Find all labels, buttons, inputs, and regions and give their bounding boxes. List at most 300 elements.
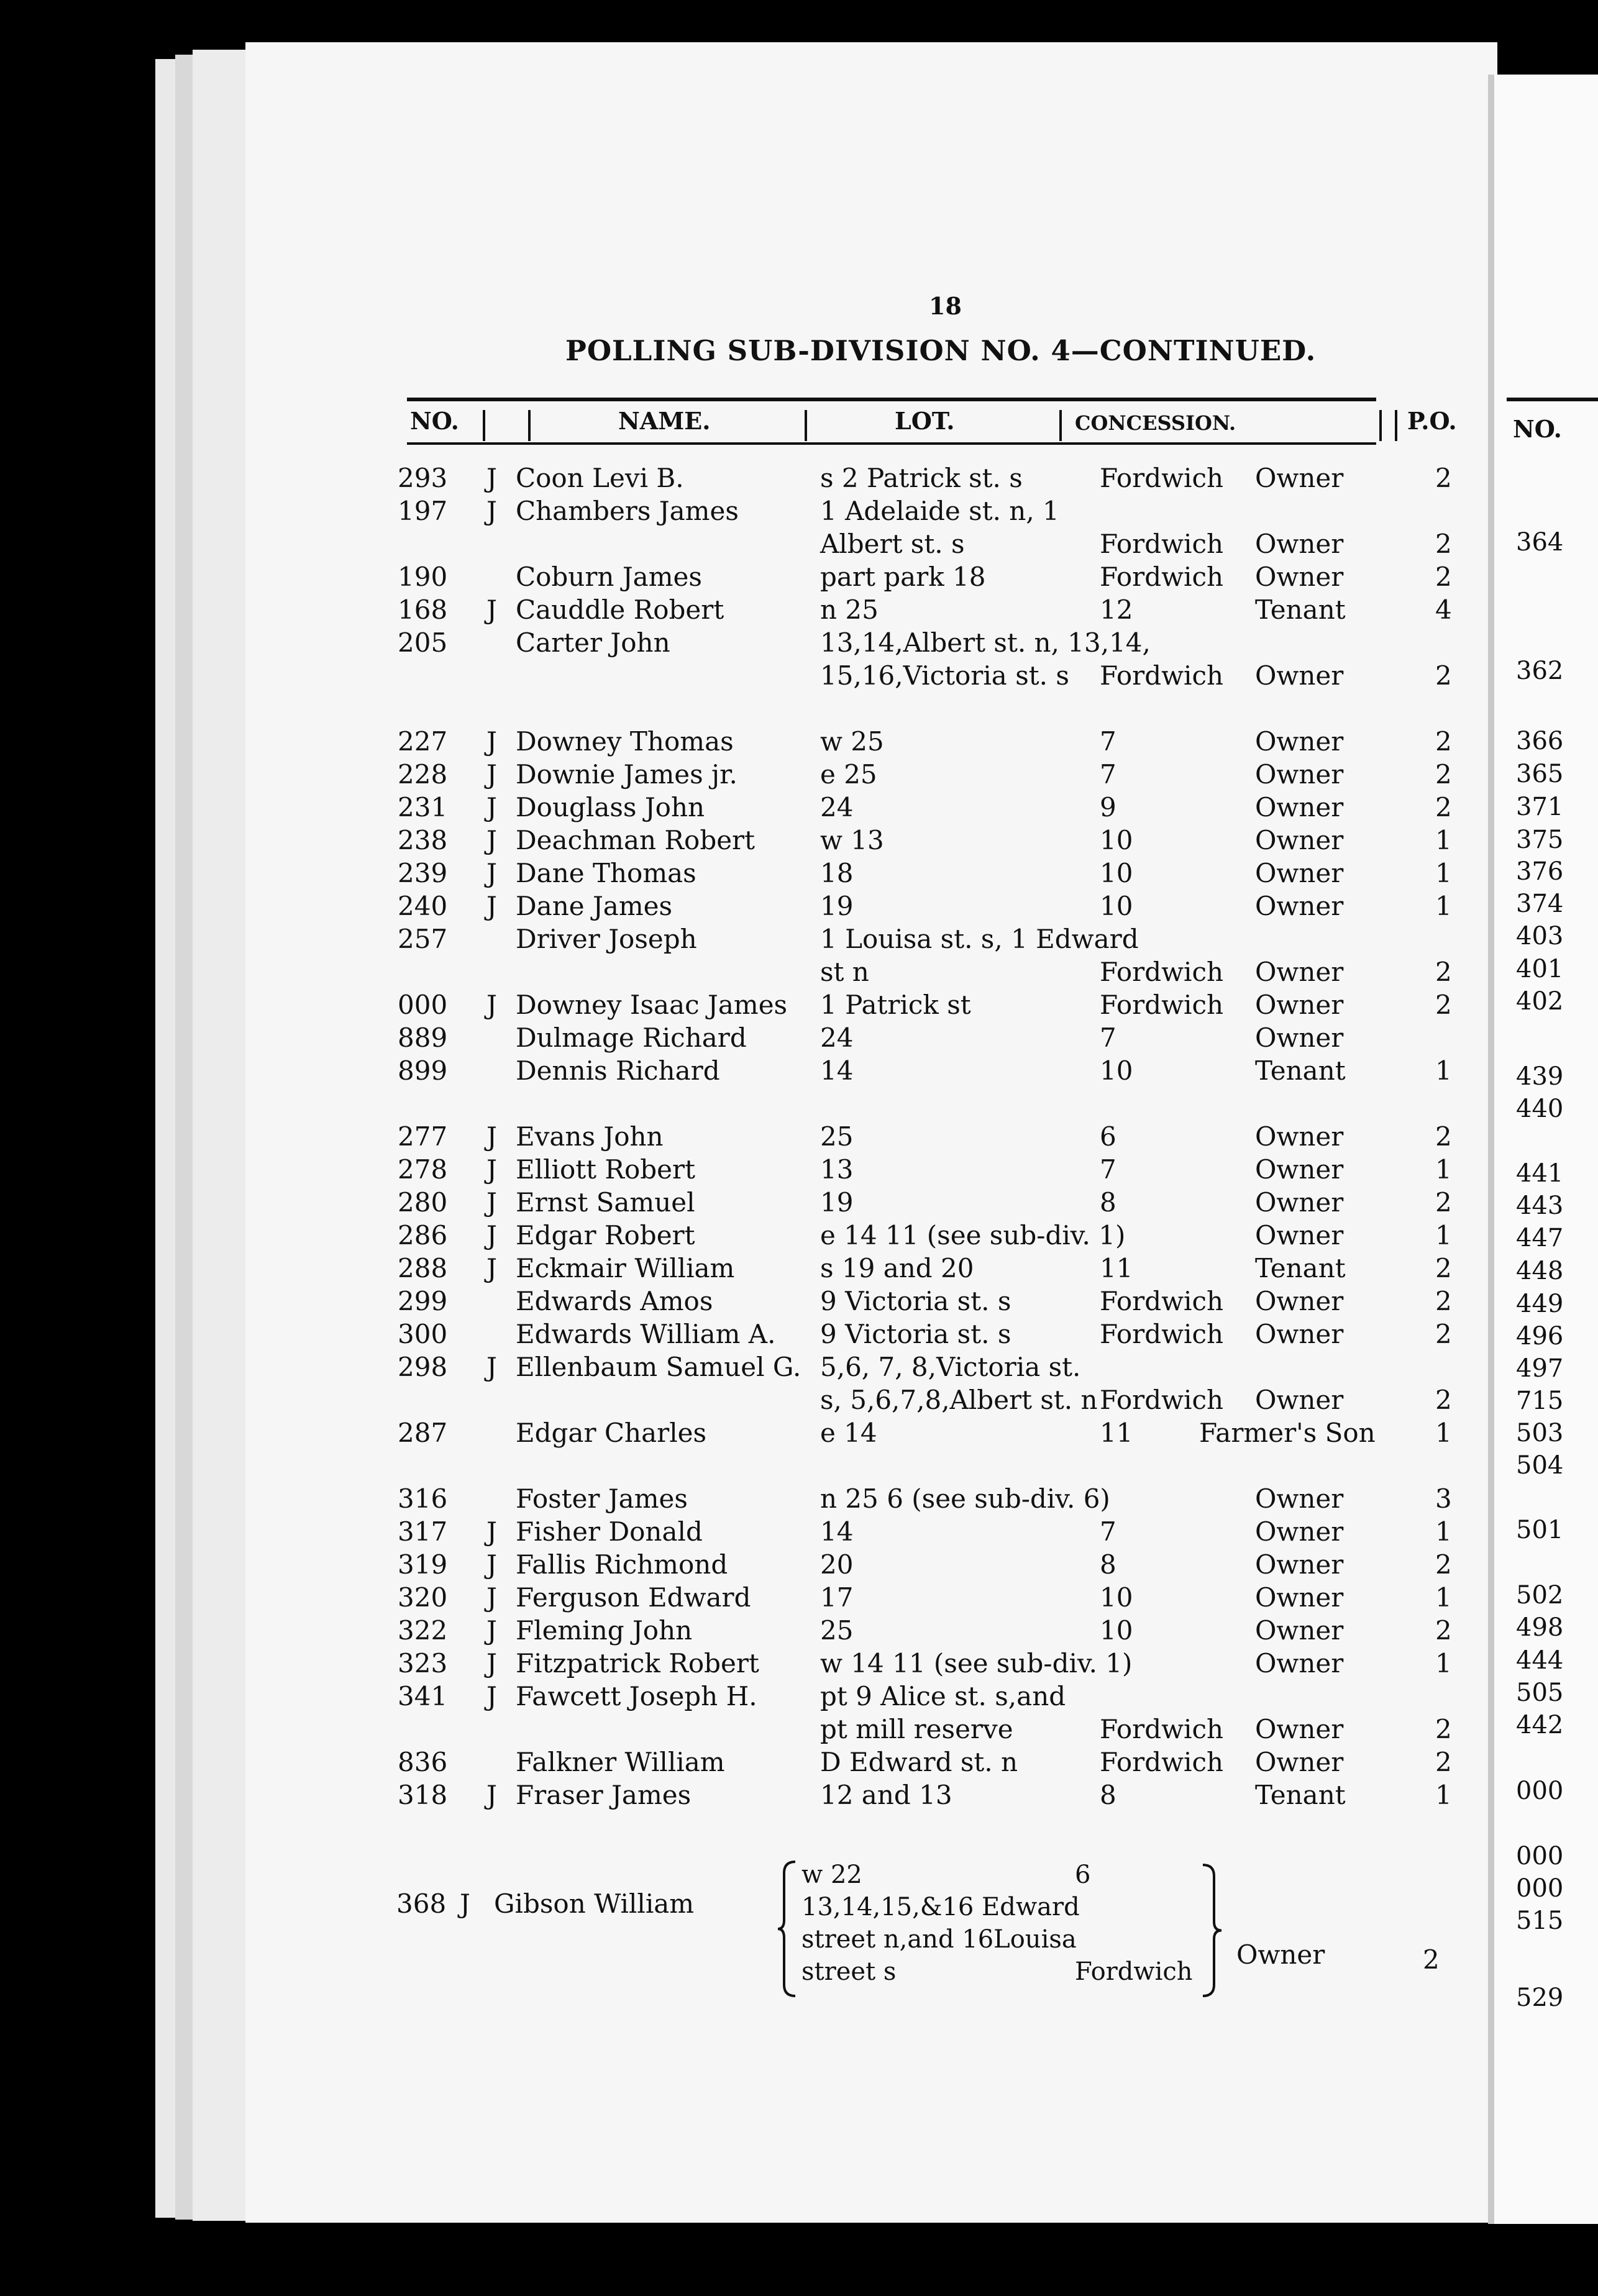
cell-lot: s 19 and 20 xyxy=(820,1253,974,1283)
cell-lot: 25 xyxy=(820,1615,854,1646)
cell-conc: Fordwich xyxy=(1100,660,1224,691)
col-divider xyxy=(1395,410,1397,441)
cell-no: 231 xyxy=(398,792,448,822)
cell-name: Deachman Robert xyxy=(516,825,756,855)
cell-no: 280 xyxy=(398,1187,448,1218)
cell-lot: 24 xyxy=(820,792,854,822)
cell-no: 318 xyxy=(398,1780,448,1810)
col-divider xyxy=(528,410,531,441)
voter-list xyxy=(0,463,1491,1813)
cell-conc: Fordwich xyxy=(1100,1385,1224,1415)
cell-no: 299 xyxy=(398,1286,448,1316)
cell-conc: Fordwich xyxy=(1100,1319,1224,1349)
cell-conc: Fordwich xyxy=(1100,957,1224,987)
right-number: 505 xyxy=(1516,1679,1564,1707)
col-header-po: P.O. xyxy=(1407,407,1457,435)
cell-rel: Owner xyxy=(1255,660,1344,691)
cell-name: Fraser James xyxy=(516,1780,692,1810)
cell-po: 1 xyxy=(1435,825,1452,855)
cell-lot: 12 and 13 xyxy=(820,1780,952,1810)
table-row xyxy=(0,1187,1491,1220)
right-number: 366 xyxy=(1516,727,1564,755)
col-header-no: NO. xyxy=(410,407,459,435)
cell-lot: 15,16,Victoria st. s xyxy=(820,660,1069,691)
cell-conc: 11 xyxy=(1100,1418,1133,1448)
table-row xyxy=(0,1714,1491,1747)
table-row xyxy=(0,1253,1491,1286)
cell-conc: Fordwich xyxy=(1100,990,1224,1020)
cell-j: J xyxy=(486,1615,497,1646)
cell-rel: Owner xyxy=(1255,1286,1344,1316)
cell-lot: 14 xyxy=(820,1055,854,1086)
cell-conc: Fordwich xyxy=(1100,1747,1224,1777)
cell-po: 2 xyxy=(1435,1385,1452,1415)
table-row xyxy=(0,792,1491,825)
cell-no: 316 xyxy=(398,1483,448,1514)
cell-rel: Owner xyxy=(1255,858,1344,888)
table-row xyxy=(0,1154,1491,1187)
cell-po: 1 xyxy=(1435,1055,1452,1086)
cell-no: 228 xyxy=(398,759,448,790)
cell-no: 899 xyxy=(398,1055,448,1086)
cell-j: J xyxy=(486,463,497,493)
table-row xyxy=(0,1483,1491,1516)
cell-lot: 13 xyxy=(820,1154,854,1185)
cell-j: J xyxy=(486,1121,497,1152)
cell-name: Downey Isaac James xyxy=(516,990,788,1020)
cell-j: J xyxy=(486,825,497,855)
right-number: 000 xyxy=(1516,1874,1564,1903)
cell-j: J xyxy=(486,1582,497,1613)
cell-lot: e 14 11 (see sub-div. 1) xyxy=(820,1220,1126,1250)
cell-rel: Owner xyxy=(1255,1747,1344,1777)
cell-rel: Owner xyxy=(1255,990,1344,1020)
cell-po: 3 xyxy=(1435,1483,1452,1514)
cell-name: Edwards Amos xyxy=(516,1286,713,1316)
right-col-header: NO. xyxy=(1513,415,1562,443)
cell-po: 2 xyxy=(1435,1714,1452,1744)
cell-conc: Fordwich xyxy=(1100,529,1224,559)
cell-no: 240 xyxy=(398,891,448,921)
right-number: 376 xyxy=(1516,857,1564,886)
cell-rel: Owner xyxy=(1255,1319,1344,1349)
cell-lot: 18 xyxy=(820,858,854,888)
cell-name: Dulmage Richard xyxy=(516,1023,747,1053)
right-number: 443 xyxy=(1516,1191,1564,1220)
cell-no: 341 xyxy=(398,1681,448,1711)
right-number: 401 xyxy=(1516,955,1564,983)
cell-name: Fisher Donald xyxy=(516,1516,703,1547)
table-row xyxy=(0,1088,1491,1121)
cell-name: Eckmair William xyxy=(516,1253,735,1283)
cell-rel: Owner xyxy=(1255,562,1344,592)
cell-no: 190 xyxy=(398,562,448,592)
cell-po: 4 xyxy=(1435,594,1452,625)
table-row xyxy=(0,1451,1491,1483)
cell-no: 300 xyxy=(398,1319,448,1349)
col-divider xyxy=(483,410,485,441)
cell-rel: Tenant xyxy=(1255,1253,1346,1283)
cell-no: 239 xyxy=(398,858,448,888)
cell-conc: 7 xyxy=(1100,1023,1116,1053)
cell-rel: Owner xyxy=(1255,1549,1344,1580)
right-number: 497 xyxy=(1516,1354,1564,1383)
cell-lot: w 25 xyxy=(820,726,884,757)
cell-no: 298 xyxy=(398,1352,448,1382)
cell-rel: Owner xyxy=(1255,1220,1344,1250)
cell-name: Edgar Charles xyxy=(516,1418,707,1448)
cell-name: Coon Levi B. xyxy=(516,463,684,493)
cell-j: J xyxy=(486,1253,497,1283)
table-row xyxy=(0,1319,1491,1352)
cell-no: 293 xyxy=(398,463,448,493)
cell-po: 2 xyxy=(1435,660,1452,691)
cell-lot: e 14 xyxy=(820,1418,877,1448)
cell-lot: w 14 11 (see sub-div. 1) xyxy=(820,1648,1133,1679)
table-row xyxy=(0,693,1491,726)
cell-po: 2 xyxy=(1435,1615,1452,1646)
cell-lot: D Edward st. n xyxy=(820,1747,1018,1777)
table-row xyxy=(0,957,1491,990)
right-number: 442 xyxy=(1516,1711,1564,1739)
cell-po: 1 xyxy=(1435,1418,1452,1448)
cell-rel: Tenant xyxy=(1255,1780,1346,1810)
cell-j: J xyxy=(486,726,497,757)
cell-lot: 19 xyxy=(820,891,854,921)
cell-lot: 1 Louisa st. s, 1 Edward xyxy=(820,924,1139,954)
cell-name: Cauddle Robert xyxy=(516,594,724,625)
cell-lot: 5,6, 7, 8,Victoria st. xyxy=(820,1352,1081,1382)
cell-no: 889 xyxy=(398,1023,448,1053)
cell-lot: st n xyxy=(820,957,869,987)
cell-name: Douglass John xyxy=(516,792,705,822)
cell-rel: Owner xyxy=(1255,1615,1344,1646)
cell-name: Fleming John xyxy=(516,1615,693,1646)
cell-po: 1 xyxy=(1435,1154,1452,1185)
right-number: 440 xyxy=(1516,1095,1564,1123)
table-row xyxy=(0,1418,1491,1451)
cell-po: 2 xyxy=(1435,759,1452,790)
cell-conc: 10 xyxy=(1100,891,1133,921)
cell-po: 1 xyxy=(1435,1516,1452,1547)
cell-no: 000 xyxy=(398,990,448,1020)
cell-name: Foster James xyxy=(516,1483,688,1514)
table-row xyxy=(0,1220,1491,1253)
cell-conc: 8 xyxy=(1100,1187,1116,1218)
cell-conc: 10 xyxy=(1100,1615,1133,1646)
cell-j: J xyxy=(486,1549,497,1580)
cell-conc: 6 xyxy=(1075,1861,1091,1889)
cell-no: 322 xyxy=(398,1615,448,1646)
cell-name: Dennis Richard xyxy=(516,1055,720,1086)
table-row xyxy=(0,1648,1491,1681)
right-number: 371 xyxy=(1516,793,1564,821)
cell-po: 2 xyxy=(1435,1286,1452,1316)
cell-lot: 17 xyxy=(820,1582,854,1613)
cell-no: 238 xyxy=(398,825,448,855)
table-row xyxy=(0,627,1491,660)
table-row xyxy=(0,1747,1491,1780)
cell-conc: 6 xyxy=(1100,1121,1116,1152)
cell-lot: 25 xyxy=(820,1121,854,1152)
right-number: 502 xyxy=(1516,1581,1564,1610)
cell-lot: w 22 xyxy=(801,1861,862,1889)
table-row xyxy=(0,759,1491,792)
cell-j: J xyxy=(486,1154,497,1185)
table-row xyxy=(0,726,1491,759)
cell-rel: Owner xyxy=(1255,1187,1344,1218)
cell-conc: 8 xyxy=(1100,1549,1116,1580)
cell-no: 257 xyxy=(398,924,448,954)
cell-j: J xyxy=(460,1888,470,1919)
right-number: 375 xyxy=(1516,826,1564,854)
table-row xyxy=(0,1023,1491,1055)
header-rule-bottom xyxy=(407,442,1376,445)
right-number: 441 xyxy=(1516,1159,1564,1188)
right-number: 374 xyxy=(1516,890,1564,918)
cell-conc: 10 xyxy=(1100,1582,1133,1613)
cell-conc: Fordwich xyxy=(1100,463,1224,493)
cell-conc: 10 xyxy=(1100,825,1133,855)
cell-lot: 1 Adelaide st. n, 1 xyxy=(820,496,1059,526)
left-brace xyxy=(777,1861,801,1997)
cell-po: 1 xyxy=(1435,891,1452,921)
right-number: 365 xyxy=(1516,760,1564,788)
cell-rel: Tenant xyxy=(1255,1055,1346,1086)
cell-name: Carter John xyxy=(516,627,670,658)
cell-conc: 7 xyxy=(1100,759,1116,790)
cell-name: Falkner William xyxy=(516,1747,725,1777)
cell-conc: 10 xyxy=(1100,858,1133,888)
cell-lot: part park 18 xyxy=(820,562,986,592)
right-number: 515 xyxy=(1516,1906,1564,1935)
cell-j: J xyxy=(486,1648,497,1679)
cell-po: 2 xyxy=(1435,990,1452,1020)
cell-lot: 13,14,15,&16 Edward xyxy=(801,1893,1080,1921)
right-number: 449 xyxy=(1516,1290,1564,1318)
table-row xyxy=(0,1615,1491,1648)
col-divider xyxy=(805,410,807,441)
cell-no: 278 xyxy=(398,1154,448,1185)
cell-rel: Owner xyxy=(1255,1714,1344,1744)
cell-rel: Owner xyxy=(1255,891,1344,921)
cell-lot: 24 xyxy=(820,1023,854,1053)
cell-j: J xyxy=(486,1516,497,1547)
cell-no: 205 xyxy=(398,627,448,658)
page-number: 18 xyxy=(929,292,962,320)
cell-no: 323 xyxy=(398,1648,448,1679)
right-number: 403 xyxy=(1516,922,1564,950)
cell-po: 1 xyxy=(1435,1648,1452,1679)
cell-name: Evans John xyxy=(516,1121,664,1152)
cell-j: J xyxy=(486,792,497,822)
cell-lot: pt mill reserve xyxy=(820,1714,1013,1744)
cell-lot: s 2 Patrick st. s xyxy=(820,463,1023,493)
cell-no: 320 xyxy=(398,1582,448,1613)
header-rule-top xyxy=(407,398,1376,401)
table-row xyxy=(0,1780,1491,1813)
cell-rel: Owner xyxy=(1255,1385,1344,1415)
cell-no: 168 xyxy=(398,594,448,625)
table-row xyxy=(0,562,1491,594)
cell-po: 2 xyxy=(1435,957,1452,987)
cell-po: 2 xyxy=(1435,1187,1452,1218)
cell-rel: Owner xyxy=(1255,529,1344,559)
cell-name: Fallis Richmond xyxy=(516,1549,728,1580)
cell-no: 197 xyxy=(398,496,448,526)
right-number: 503 xyxy=(1516,1419,1564,1447)
cell-po: 1 xyxy=(1435,858,1452,888)
cell-name: Driver Joseph xyxy=(516,924,697,954)
table-row xyxy=(0,529,1491,562)
cell-conc: 7 xyxy=(1100,1516,1116,1547)
cell-rel: Owner xyxy=(1255,792,1344,822)
cell-rel: Owner xyxy=(1255,825,1344,855)
cell-rel: Owner xyxy=(1255,1582,1344,1613)
cell-j: J xyxy=(486,858,497,888)
cell-no: 368 xyxy=(396,1888,447,1919)
cell-j: J xyxy=(486,1681,497,1711)
right-header-rule xyxy=(1507,398,1598,401)
cell-no: 288 xyxy=(398,1253,448,1283)
table-row xyxy=(0,891,1491,924)
cell-lot: street n,and 16Louisa xyxy=(801,1925,1077,1954)
cell-rel: Owner xyxy=(1255,1516,1344,1547)
cell-name: Gibson William xyxy=(494,1888,695,1919)
cell-conc: Fordwich xyxy=(1100,562,1224,592)
table-row xyxy=(0,1286,1491,1319)
cell-name: Edwards William A. xyxy=(516,1319,776,1349)
cell-j: J xyxy=(486,1187,497,1218)
cell-lot: w 13 xyxy=(820,825,884,855)
right-number: 504 xyxy=(1516,1451,1564,1480)
right-number: 000 xyxy=(1516,1777,1564,1805)
cell-rel: Owner xyxy=(1236,1939,1325,1970)
cell-po: 2 xyxy=(1435,726,1452,757)
cell-po: 1 xyxy=(1435,1220,1452,1250)
cell-po: 2 xyxy=(1423,1944,1440,1975)
cell-po: 1 xyxy=(1435,1582,1452,1613)
cell-lot: s, 5,6,7,8,Albert st. n xyxy=(820,1385,1098,1415)
cell-conc: 7 xyxy=(1100,726,1116,757)
cell-name: Elliott Robert xyxy=(516,1154,695,1185)
cell-po: 2 xyxy=(1435,529,1452,559)
cell-conc: Fordwich xyxy=(1100,1714,1224,1744)
cell-conc: 7 xyxy=(1100,1154,1116,1185)
cell-po: 2 xyxy=(1435,1319,1452,1349)
table-row xyxy=(0,1582,1491,1615)
table-row xyxy=(0,1549,1491,1582)
cell-lot: pt 9 Alice st. s,and xyxy=(820,1681,1066,1711)
cell-conc: Fordwich xyxy=(1075,1957,1193,1986)
cell-name: Fawcett Joseph H. xyxy=(516,1681,757,1711)
right-number: 496 xyxy=(1516,1322,1564,1351)
cell-po: 2 xyxy=(1435,463,1452,493)
cell-lot: 13,14,Albert st. n, 13,14, xyxy=(820,627,1151,658)
cell-rel: Owner xyxy=(1255,957,1344,987)
cell-j: J xyxy=(486,594,497,625)
col-divider xyxy=(1379,410,1382,441)
table-row xyxy=(0,858,1491,891)
table-row xyxy=(0,924,1491,957)
cell-lot: 1 Patrick st xyxy=(820,990,971,1020)
cell-name: Chambers James xyxy=(516,496,739,526)
right-number: 444 xyxy=(1516,1646,1564,1675)
cell-j: J xyxy=(486,1780,497,1810)
cell-lot: 19 xyxy=(820,1187,854,1218)
cell-rel: Owner xyxy=(1255,759,1344,790)
right-number: 362 xyxy=(1516,657,1564,685)
cell-lot: 9 Victoria st. s xyxy=(820,1319,1011,1349)
right-number: 364 xyxy=(1516,528,1564,557)
col-header-concession: CONCESSION. xyxy=(1075,411,1236,435)
cell-po: 2 xyxy=(1435,792,1452,822)
table-row xyxy=(0,594,1491,627)
right-number: 501 xyxy=(1516,1516,1564,1544)
cell-conc: 12 xyxy=(1100,594,1133,625)
cell-po: 2 xyxy=(1435,1747,1452,1777)
cell-j: J xyxy=(486,1352,497,1382)
cell-name: Downey Thomas xyxy=(516,726,734,757)
col-divider xyxy=(1059,410,1062,441)
cell-conc: 9 xyxy=(1100,792,1116,822)
cell-po: 2 xyxy=(1435,1549,1452,1580)
cell-name: Ernst Samuel xyxy=(516,1187,695,1218)
cell-j: J xyxy=(486,1220,497,1250)
table-row xyxy=(0,1121,1491,1154)
cell-po: 2 xyxy=(1435,1121,1452,1152)
cell-rel: Owner xyxy=(1255,1023,1344,1053)
cell-no: 277 xyxy=(398,1121,448,1152)
cell-no: 319 xyxy=(398,1549,448,1580)
cell-lot: n 25 6 (see sub-div. 6) xyxy=(820,1483,1110,1514)
cell-conc: Fordwich xyxy=(1100,1286,1224,1316)
right-brace xyxy=(1199,1864,1224,1997)
table-row xyxy=(0,1055,1491,1088)
cell-name: Ferguson Edward xyxy=(516,1582,751,1613)
table-row xyxy=(0,660,1491,693)
cell-lot: Albert st. s xyxy=(820,529,965,559)
cell-name: Coburn James xyxy=(516,562,702,592)
cell-j: J xyxy=(486,990,497,1020)
cell-no: 227 xyxy=(398,726,448,757)
cell-rel: Owner xyxy=(1255,1483,1344,1514)
right-number: 715 xyxy=(1516,1387,1564,1415)
cell-lot: street s xyxy=(801,1957,897,1986)
table-row xyxy=(0,1516,1491,1549)
table-row xyxy=(0,496,1491,529)
cell-rel: Owner xyxy=(1255,1121,1344,1152)
cell-no: 836 xyxy=(398,1747,448,1777)
cell-conc: 10 xyxy=(1100,1055,1133,1086)
table-row xyxy=(0,990,1491,1023)
cell-lot: n 25 xyxy=(820,594,879,625)
cell-j: J xyxy=(486,759,497,790)
cell-po: 2 xyxy=(1435,562,1452,592)
cell-conc: 11 xyxy=(1100,1253,1133,1283)
right-number: 402 xyxy=(1516,987,1564,1016)
table-row xyxy=(0,1681,1491,1714)
cell-name: Ellenbaum Samuel G. xyxy=(516,1352,801,1382)
cell-j: J xyxy=(486,496,497,526)
page-title: POLLING SUB-DIVISION NO. 4—CONTINUED. xyxy=(565,334,1317,367)
col-header-lot: LOT. xyxy=(895,407,955,435)
cell-no: 287 xyxy=(398,1418,448,1448)
cell-no: 317 xyxy=(398,1516,448,1547)
cell-lot: 9 Victoria st. s xyxy=(820,1286,1011,1316)
col-header-name: NAME. xyxy=(618,407,711,435)
right-number: 448 xyxy=(1516,1257,1564,1285)
